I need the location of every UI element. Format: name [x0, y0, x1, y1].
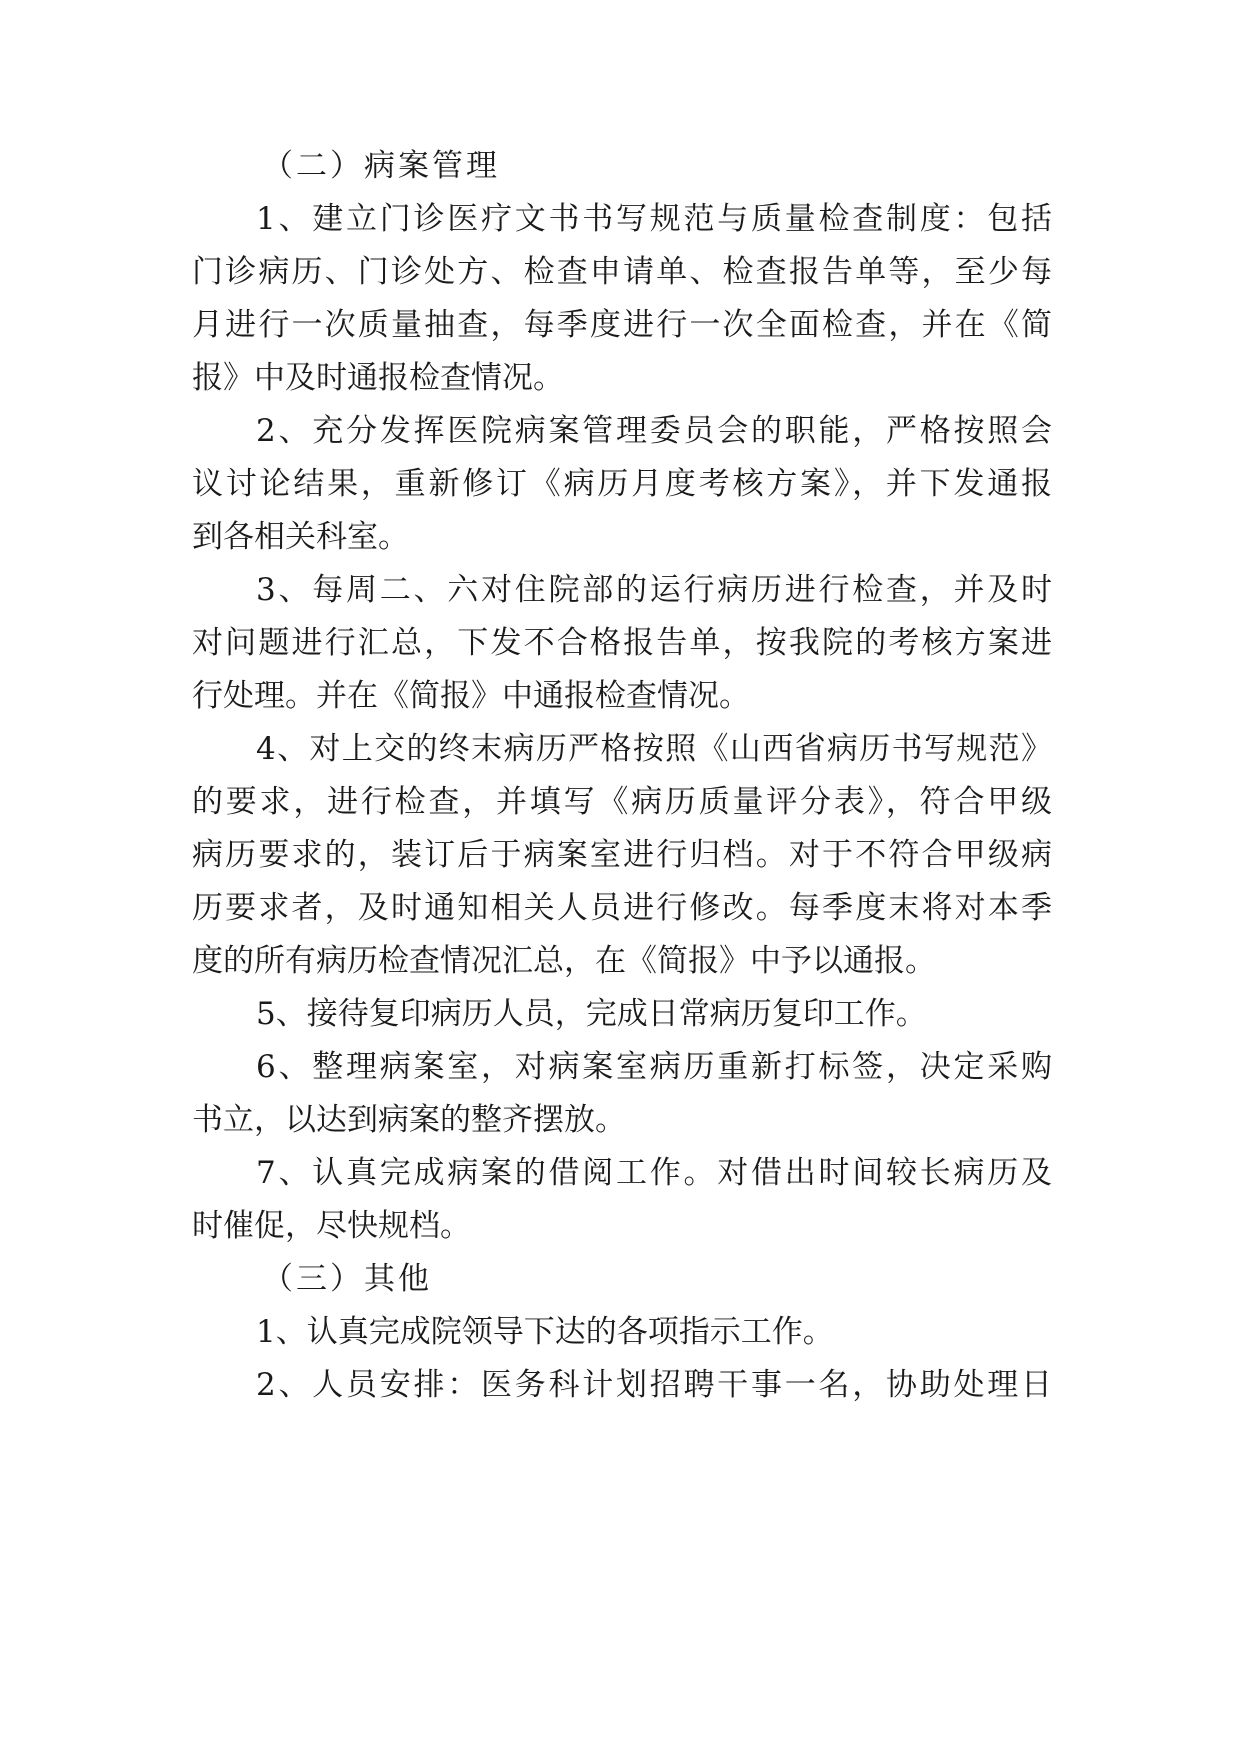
paragraph-line: 月进行一次质量抽查，每季度进行一次全面检查，并在《简: [192, 307, 1052, 343]
paragraph-line: 2、充分发挥医院病案管理委员会的职能，严格按照会: [256, 413, 1052, 449]
paragraph-line: 的要求，进行检查，并填写《病历质量评分表》，符合甲级: [192, 784, 1052, 820]
paragraph-line: 时催促，尽快规档。: [192, 1208, 471, 1244]
paragraph-line: 门诊病历、门诊处方、检查申请单、检查报告单等，至少每: [192, 254, 1052, 290]
paragraph-line: 对问题进行汇总，下发不合格报告单，按我院的考核方案进: [192, 625, 1052, 661]
paragraph-line: 到各相关科室。: [192, 519, 409, 555]
paragraph-line: 病历要求的，装订后于病案室进行归档。对于不符合甲级病: [192, 837, 1052, 873]
paragraph-line: 度的所有病历检查情况汇总，在《简报》中予以通报。: [192, 943, 936, 979]
paragraph-line: 3、每周二、六对住院部的运行病历进行检查，并及时: [256, 572, 1052, 608]
paragraph-line: 行处理。并在《简报》中通报检查情况。: [192, 678, 750, 714]
section-heading: （三）其他: [262, 1261, 432, 1297]
paragraph-line: 报》中及时通报检查情况。: [192, 360, 564, 396]
paragraph-line: 2、人员安排：医务科计划招聘干事一名，协助处理日: [256, 1367, 1052, 1403]
paragraph-line: 1、建立门诊医疗文书书写规范与质量检查制度：包括: [256, 201, 1052, 237]
paragraph-line: 6、整理病案室，对病案室病历重新打标签，决定采购: [256, 1049, 1052, 1085]
paragraph-line: 5、接待复印病历人员，完成日常病历复印工作。: [256, 996, 927, 1032]
paragraph-line: 历要求者，及时通知相关人员进行修改。每季度末将对本季: [192, 890, 1052, 926]
section-heading: （二）病案管理: [262, 148, 500, 184]
paragraph-line: 1、认真完成院领导下达的各项指示工作。: [256, 1314, 834, 1350]
paragraph-line: 7、认真完成病案的借阅工作。对借出时间较长病历及: [256, 1155, 1052, 1191]
paragraph-line: 议讨论结果，重新修订《病历月度考核方案》，并下发通报: [192, 466, 1052, 502]
paragraph-line: 4、对上交的终末病历严格按照《山西省病历书写规范》: [256, 731, 1052, 767]
paragraph-line: 书立，以达到病案的整齐摆放。: [192, 1102, 626, 1138]
